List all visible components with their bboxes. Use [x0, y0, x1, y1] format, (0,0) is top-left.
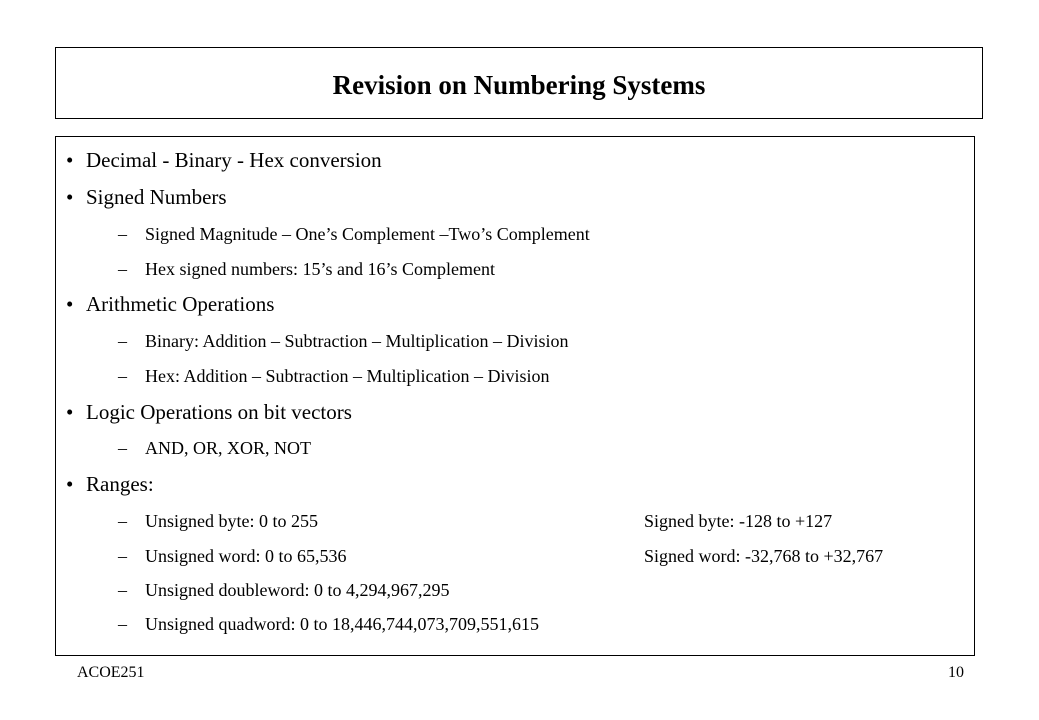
sub-item-text: Signed Magnitude – One’s Complement –Two’s Complement: [145, 224, 590, 244]
title-box: [55, 47, 983, 119]
bullet-text: Ranges:: [86, 472, 154, 496]
bullet-text: Arithmetic Operations: [86, 292, 275, 316]
bullet-glyph: •: [66, 185, 74, 209]
dash-glyph: –: [118, 224, 127, 244]
bullet-text: Signed Numbers: [86, 185, 227, 209]
bullet-text: Decimal - Binary - Hex conversion: [86, 148, 382, 172]
sub-item-text: Hex: Addition – Subtraction – Multiplication – Division: [145, 366, 550, 386]
sub-item-text: Unsigned quadword: 0 to 18,446,744,073,709,551,615: [145, 614, 539, 634]
footer-course: ACOE251: [77, 664, 145, 681]
sub-item-text: Hex signed numbers: 15’s and 16’s Complement: [145, 259, 495, 279]
sub-item-text: AND, OR, XOR, NOT: [145, 438, 311, 458]
dash-glyph: –: [118, 511, 127, 531]
slide-title: Revision on Numbering Systems: [332, 69, 706, 100]
sub-item-text-signed: Signed word: -32,768 to +32,767: [644, 546, 884, 566]
bullet-glyph: •: [66, 400, 74, 424]
sub-item-text: Binary: Addition – Subtraction – Multiplication – Division: [145, 331, 569, 351]
dash-glyph: –: [118, 546, 127, 566]
dash-glyph: –: [118, 438, 127, 458]
content-box: [55, 136, 975, 656]
sub-item-text: Unsigned byte: 0 to 255: [145, 511, 318, 531]
footer-page-number: 10: [948, 664, 964, 681]
bullet-glyph: •: [66, 292, 74, 316]
sub-item-text: Unsigned word: 0 to 65,536: [145, 546, 347, 566]
dash-glyph: –: [118, 259, 127, 279]
sub-item-text-signed: Signed byte: -128 to +127: [644, 511, 833, 531]
bullet-text: Logic Operations on bit vectors: [86, 400, 352, 424]
bullet-glyph: •: [66, 472, 74, 496]
dash-glyph: –: [118, 580, 127, 600]
sub-item-text: Unsigned doubleword: 0 to 4,294,967,295: [145, 580, 450, 600]
dash-glyph: –: [118, 614, 127, 634]
dash-glyph: –: [118, 366, 127, 386]
bullet-glyph: •: [66, 148, 74, 172]
dash-glyph: –: [118, 331, 127, 351]
